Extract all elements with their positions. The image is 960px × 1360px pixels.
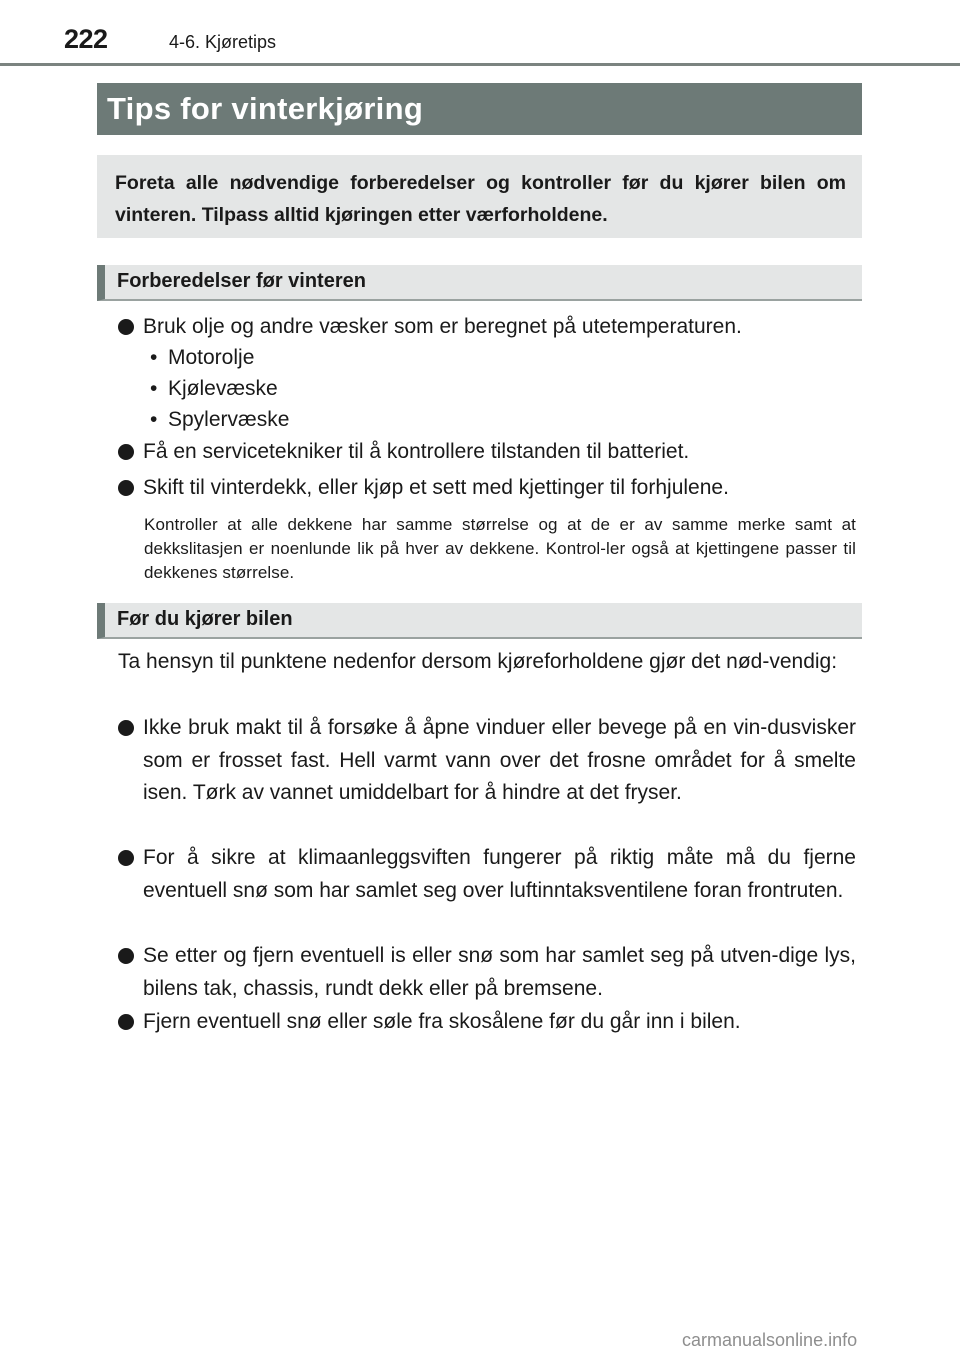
bullet-icon (118, 444, 134, 460)
list-item (118, 436, 856, 469)
section-heading-before-driving: Før du kjører bilen (97, 603, 862, 639)
list-item-text: Se etter og fjern eventuell is eller snø som har samlet seg på utven-dige lys, bilens tak, chassis, rundt dekk eller på bremsene. (143, 944, 856, 1000)
list-item-text: Få en servicetekniker til å kontrollere tilstanden til batteriet. (143, 440, 690, 463)
list-item-text: Bruk olje og andre væsker som er beregnet på utetemperaturen. (143, 315, 742, 338)
sub-bullet-icon: • (150, 346, 158, 369)
list-item-text: Fjern eventuell snø eller søle fra skosålene før du går inn i bilen. (143, 1010, 741, 1033)
page-title: Tips for vinterkjøring (97, 83, 862, 135)
sub-list-item (150, 342, 254, 373)
section-heading-preparations: Forberedelser før vinteren (97, 265, 862, 301)
list-item-text: Ikke bruk makt til å forsøke å åpne vinduer eller bevege på en vin-dusvisker som er frosset fast. Hell varmt vann over det frosne området for å smelte isen. Tørk av vannet umiddelbart for å hindre at det fryser. (143, 716, 856, 804)
list-item (118, 311, 856, 344)
bullet-icon (118, 948, 134, 964)
section-label: 4-6. Kjøretips (169, 32, 277, 52)
sub-list-item-text: Spylervæske (168, 408, 290, 431)
list-item (118, 842, 856, 907)
sub-bullet-icon: • (150, 377, 158, 400)
intro-box: Foreta alle nødvendige forberedelser og kontroller før du kjører bilen om vinteren. Tilpass alltid kjøringen etter værforholdene. (97, 155, 862, 238)
list-item (118, 712, 856, 810)
bullet-icon (118, 850, 134, 866)
list-item (118, 940, 856, 1005)
page-number: 222 (64, 24, 108, 54)
list-item-text: Skift til vinterdekk, eller kjøp et sett med kjettinger til forhjulene. (143, 476, 729, 499)
sub-list-item-text: Kjølevæske (168, 377, 278, 400)
bullet-icon (118, 1014, 134, 1030)
sub-list-item (150, 373, 278, 404)
watermark: carmanualsonline.info (682, 1330, 858, 1350)
sub-bullet-icon: • (150, 408, 158, 431)
list-item-text: For å sikre at klimaanleggsviften fungerer på riktig måte må du fjerne eventuell snø som har samlet seg over luftinntaksventilene foran frontruten. (143, 846, 856, 902)
header-rule (0, 63, 960, 66)
list-item (118, 1006, 856, 1039)
section-intro: Ta hensyn til punktene nedenfor dersom kjøreforholdene gjør det nød-vendig: (118, 650, 838, 673)
sub-list-item-text: Motorolje (168, 346, 255, 369)
bullet-icon (118, 720, 134, 736)
bullet-icon (118, 480, 134, 496)
tire-note: Kontroller at alle dekkene har samme størrelse og at de er av samme merke samt at dekkslitasjen er noenlunde lik på hver av dekkene. Kontrol-ler også at kjettingene passer til dekkenes størrelse. (144, 515, 856, 582)
list-item (118, 472, 856, 505)
sub-list-item (150, 404, 289, 435)
bullet-icon (118, 319, 134, 335)
